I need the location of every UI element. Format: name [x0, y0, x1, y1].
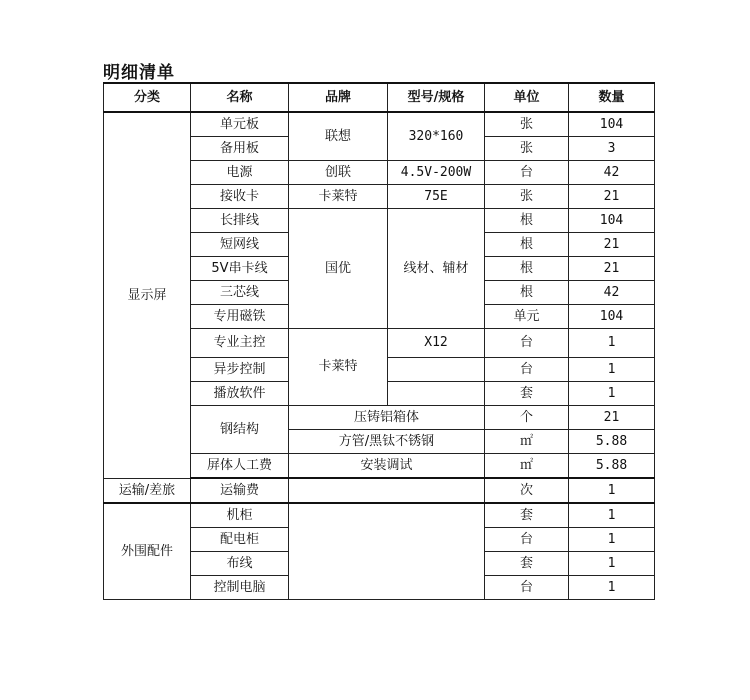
item-unit: 台	[485, 576, 569, 600]
item-model: 线材、辅材	[388, 209, 485, 329]
header-unit: 单位	[485, 83, 569, 112]
item-qty: 21	[569, 185, 655, 209]
item-unit: 根	[485, 281, 569, 305]
item-qty: 104	[569, 209, 655, 233]
item-unit: 根	[485, 209, 569, 233]
item-model: 4.5V-200W	[388, 161, 485, 185]
item-qty: 5.88	[569, 430, 655, 454]
item-unit: 台	[485, 358, 569, 382]
category-display: 显示屏	[104, 112, 191, 478]
category-peripheral: 外围配件	[104, 503, 191, 600]
item-qty: 21	[569, 406, 655, 430]
item-unit: ㎡	[485, 454, 569, 479]
item-name: 专业主控	[191, 329, 289, 358]
item-brand: 国优	[289, 209, 388, 329]
item-unit: 张	[485, 137, 569, 161]
item-qty: 5.88	[569, 454, 655, 479]
item-name: 控制电脑	[191, 576, 289, 600]
item-unit: 根	[485, 257, 569, 281]
item-unit: 台	[485, 329, 569, 358]
item-model: X12	[388, 329, 485, 358]
table-row	[104, 503, 655, 528]
header-qty: 数量	[569, 83, 655, 112]
item-name: 专用磁铁	[191, 305, 289, 329]
item-spec	[289, 478, 485, 503]
item-name: 布线	[191, 552, 289, 576]
item-brand: 卡莱特	[289, 185, 388, 209]
header-category: 分类	[104, 83, 191, 112]
item-qty: 42	[569, 281, 655, 305]
item-unit: 套	[485, 382, 569, 406]
item-brand: 创联	[289, 161, 388, 185]
item-unit: ㎡	[485, 430, 569, 454]
item-spec: 压铸铝箱体	[289, 406, 485, 430]
item-name: 机柜	[191, 503, 289, 528]
item-name: 三芯线	[191, 281, 289, 305]
item-qty: 21	[569, 233, 655, 257]
item-qty: 1	[569, 552, 655, 576]
item-spec: 方管/黑钛不锈钢	[289, 430, 485, 454]
item-name: 备用板	[191, 137, 289, 161]
header-name: 名称	[191, 83, 289, 112]
detail-table	[103, 82, 655, 600]
item-name: 5V串卡线	[191, 257, 289, 281]
item-name: 单元板	[191, 112, 289, 137]
item-name: 屏体人工费	[191, 454, 289, 479]
item-qty: 104	[569, 112, 655, 137]
item-qty: 21	[569, 257, 655, 281]
item-model: 75E	[388, 185, 485, 209]
item-qty: 1	[569, 382, 655, 406]
item-unit: 张	[485, 185, 569, 209]
item-unit: 个	[485, 406, 569, 430]
item-name: 接收卡	[191, 185, 289, 209]
item-qty: 1	[569, 503, 655, 528]
item-brand: 卡莱特	[289, 329, 388, 406]
item-spec	[289, 503, 485, 600]
category-transport: 运输/差旅	[104, 478, 191, 503]
item-name: 运输费	[191, 478, 289, 503]
item-name: 短网线	[191, 233, 289, 257]
item-unit: 根	[485, 233, 569, 257]
header-model: 型号/规格	[388, 83, 485, 112]
item-qty: 1	[569, 358, 655, 382]
item-unit: 套	[485, 503, 569, 528]
item-unit: 次	[485, 478, 569, 503]
header-brand: 品牌	[289, 83, 388, 112]
item-unit: 台	[485, 528, 569, 552]
table-row	[104, 112, 655, 137]
item-brand: 联想	[289, 112, 388, 161]
item-unit: 张	[485, 112, 569, 137]
item-qty: 1	[569, 528, 655, 552]
item-qty: 1	[569, 576, 655, 600]
item-name: 长排线	[191, 209, 289, 233]
item-qty: 1	[569, 478, 655, 503]
item-name: 异步控制	[191, 358, 289, 382]
item-unit: 单元	[485, 305, 569, 329]
item-name: 电源	[191, 161, 289, 185]
header-row	[104, 83, 655, 112]
item-name: 配电柜	[191, 528, 289, 552]
item-qty: 42	[569, 161, 655, 185]
item-qty: 1	[569, 329, 655, 358]
item-qty: 104	[569, 305, 655, 329]
page-title: 明细清单	[103, 63, 175, 83]
table-row	[104, 478, 655, 503]
item-spec: 安装调试	[289, 454, 485, 479]
item-name: 钢结构	[191, 406, 289, 454]
item-model: 320*160	[388, 112, 485, 161]
item-unit: 套	[485, 552, 569, 576]
item-model	[388, 358, 485, 382]
item-name: 播放软件	[191, 382, 289, 406]
item-unit: 台	[485, 161, 569, 185]
item-model	[388, 382, 485, 406]
item-qty: 3	[569, 137, 655, 161]
